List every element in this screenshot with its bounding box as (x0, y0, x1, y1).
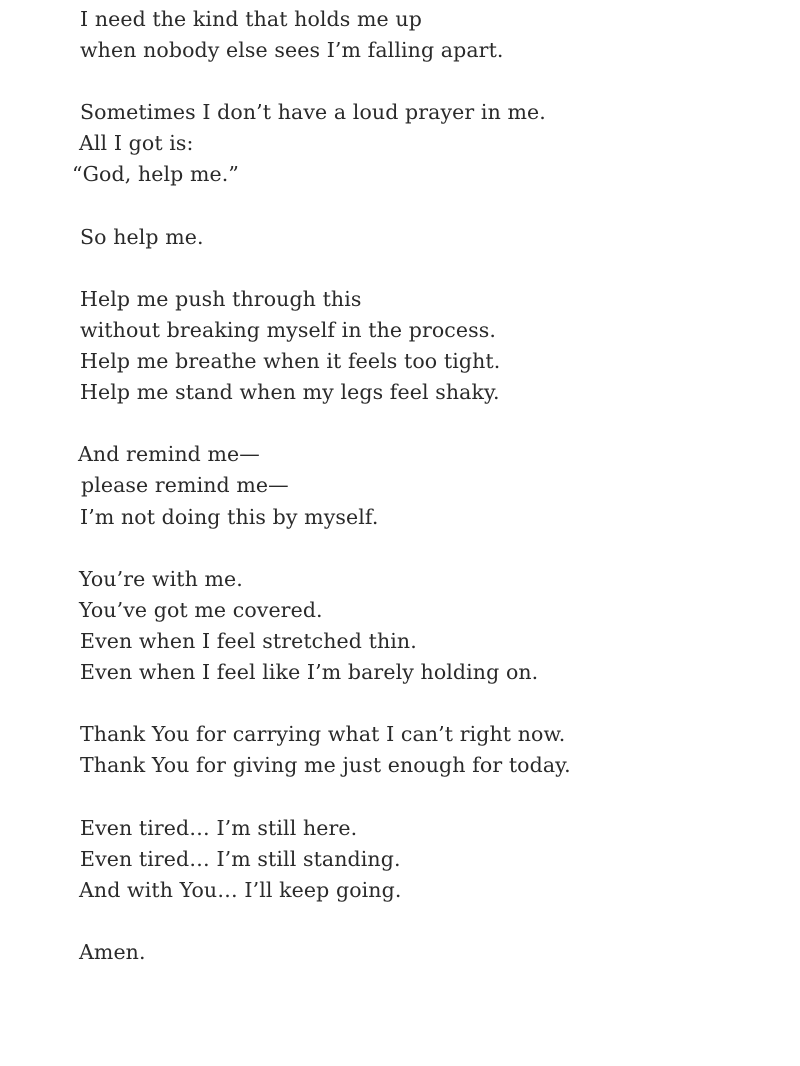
poem-line: So help me. (80, 225, 204, 249)
poem-line: Even when I feel stretched thin. (80, 629, 417, 653)
poem-line: All I got is: (79, 131, 194, 155)
poem-line: when nobody else sees I’m falling apart. (80, 38, 504, 62)
poem-line: please remind me— (81, 473, 289, 497)
poem-closing: Amen. (79, 940, 146, 964)
poem-line: Even when I feel like I’m barely holding on. (80, 660, 539, 684)
poem-line: without breaking myself in the process. (80, 318, 496, 342)
poem-line: “God, help me.” (72, 162, 239, 186)
poem-line: Thank You for giving me just enough for today. (80, 753, 571, 777)
poem-line: I need the kind that holds me up (80, 7, 422, 31)
poem-line: And with You… I’ll keep going. (79, 878, 402, 902)
poem-line: Help me breathe when it feels too tight. (80, 349, 501, 373)
poem-line: Even tired… I’m still standing. (80, 847, 401, 871)
poem-line: Help me push through this (80, 287, 362, 311)
poem-line: Thank You for carrying what I can’t right now. (80, 722, 566, 746)
poem-line: And remind me— (78, 442, 260, 466)
poem-line: You’re with me. (79, 567, 243, 591)
poem-line: Sometimes I don’t have a loud prayer in me. (80, 100, 546, 124)
poem-line: Even tired… I’m still here. (80, 816, 358, 840)
poem-line: I’m not doing this by myself. (80, 505, 379, 529)
poem-line: Help me stand when my legs feel shaky. (80, 380, 500, 404)
poem-line: You’ve got me covered. (79, 598, 323, 622)
